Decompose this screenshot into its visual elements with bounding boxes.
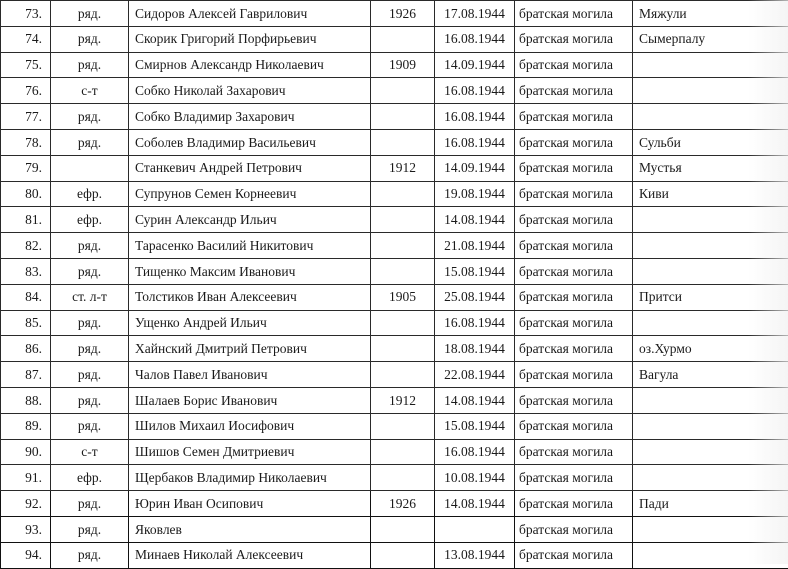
burial-type-cell: братская могила (515, 104, 633, 130)
record-number-cell: 80. (1, 181, 51, 207)
military-rank-cell: ряд. (51, 104, 129, 130)
military-rank-cell: ряд. (51, 413, 129, 439)
birth-year-cell (371, 181, 435, 207)
table-row (1, 516, 788, 542)
birth-year-cell (371, 542, 435, 568)
death-date-cell: 16.08.1944 (435, 310, 515, 336)
birth-year-cell (371, 258, 435, 284)
soldier-name-cell: Супрунов Семен Корнеевич (129, 181, 371, 207)
death-date-cell: 25.08.1944 (435, 284, 515, 310)
death-date-cell: 14.09.1944 (435, 52, 515, 78)
death-date-cell: 16.08.1944 (435, 104, 515, 130)
death-date-cell: 16.08.1944 (435, 439, 515, 465)
burial-place-cell (633, 52, 788, 78)
burial-type-cell: братская могила (515, 465, 633, 491)
burial-place-cell (633, 413, 788, 439)
soldier-name-cell: Собко Николай Захарович (129, 78, 371, 104)
death-date-cell: 22.08.1944 (435, 362, 515, 388)
birth-year-cell (371, 439, 435, 465)
soldier-name-cell: Смирнов Александр Николаевич (129, 52, 371, 78)
soldier-name-cell: Ущенко Андрей Ильич (129, 310, 371, 336)
record-number-cell: 81. (1, 207, 51, 233)
burial-type-cell: братская могила (515, 336, 633, 362)
death-date-cell: 15.08.1944 (435, 413, 515, 439)
record-number-cell: 91. (1, 465, 51, 491)
burial-place-cell (633, 516, 788, 542)
burial-type-cell: братская могила (515, 362, 633, 388)
soldier-name-cell: Тарасенко Василий Никитович (129, 233, 371, 259)
soldier-name-cell: Скорик Григорий Порфирьевич (129, 26, 371, 52)
table-row (1, 233, 788, 259)
table-row (1, 52, 788, 78)
burial-type-cell: братская могила (515, 129, 633, 155)
table-row (1, 465, 788, 491)
burial-type-cell: братская могила (515, 542, 633, 568)
military-rank-cell: ряд. (51, 387, 129, 413)
record-number-cell: 83. (1, 258, 51, 284)
burial-place-cell: оз.Хурмо (633, 336, 788, 362)
burial-type-cell: братская могила (515, 387, 633, 413)
soldier-name-cell: Шилов Михаил Иосифович (129, 413, 371, 439)
death-date-cell: 16.08.1944 (435, 26, 515, 52)
soldier-name-cell: Толстиков Иван Алексеевич (129, 284, 371, 310)
soldier-name-cell: Юрин Иван Осипович (129, 491, 371, 517)
record-number-cell: 77. (1, 104, 51, 130)
soldier-name-cell: Сидоров Алексей Гаврилович (129, 1, 371, 27)
death-date-cell: 13.08.1944 (435, 542, 515, 568)
record-number-cell: 84. (1, 284, 51, 310)
table-row (1, 129, 788, 155)
birth-year-cell (371, 207, 435, 233)
death-date-cell: 18.08.1944 (435, 336, 515, 362)
military-rank-cell: ряд. (51, 491, 129, 517)
military-rank-cell: ряд. (51, 1, 129, 27)
burial-type-cell: братская могила (515, 233, 633, 259)
record-number-cell: 93. (1, 516, 51, 542)
birth-year-cell: 1909 (371, 52, 435, 78)
birth-year-cell: 1905 (371, 284, 435, 310)
soldier-name-cell: Шишов Семен Дмитриевич (129, 439, 371, 465)
death-date-cell: 14.08.1944 (435, 207, 515, 233)
record-number-cell: 82. (1, 233, 51, 259)
table-row (1, 104, 788, 130)
soldier-name-cell: Щербаков Владимир Николаевич (129, 465, 371, 491)
military-rank-cell: ряд. (51, 362, 129, 388)
table-row (1, 542, 788, 568)
birth-year-cell (371, 78, 435, 104)
soldier-name-cell: Хайнский Дмитрий Петрович (129, 336, 371, 362)
birth-year-cell (371, 233, 435, 259)
military-rank-cell: ряд. (51, 26, 129, 52)
record-number-cell: 86. (1, 336, 51, 362)
burial-type-cell: братская могила (515, 258, 633, 284)
burial-place-cell: Пади (633, 491, 788, 517)
death-date-cell: 15.08.1944 (435, 258, 515, 284)
birth-year-cell (371, 413, 435, 439)
soldier-name-cell: Шалаев Борис Иванович (129, 387, 371, 413)
table-row (1, 387, 788, 413)
birth-year-cell: 1926 (371, 491, 435, 517)
table-row (1, 336, 788, 362)
soldier-name-cell: Станкевич Андрей Петрович (129, 155, 371, 181)
burial-place-cell (633, 78, 788, 104)
burial-place-cell: Мяжули (633, 1, 788, 27)
burial-type-cell: братская могила (515, 52, 633, 78)
table-row (1, 207, 788, 233)
soldier-name-cell: Минаев Николай Алексеевич (129, 542, 371, 568)
table-row (1, 26, 788, 52)
birth-year-cell (371, 465, 435, 491)
military-rank-cell: ряд. (51, 258, 129, 284)
burial-type-cell: братская могила (515, 310, 633, 336)
burial-type-cell: братская могила (515, 413, 633, 439)
table-row (1, 181, 788, 207)
burial-place-cell (633, 104, 788, 130)
burial-place-cell: Сымерпалу (633, 26, 788, 52)
burial-type-cell: братская могила (515, 26, 633, 52)
table-row (1, 155, 788, 181)
death-date-cell: 14.08.1944 (435, 387, 515, 413)
record-number-cell: 89. (1, 413, 51, 439)
birth-year-cell (371, 336, 435, 362)
military-rank-cell: ряд. (51, 310, 129, 336)
military-rank-cell: ефр. (51, 181, 129, 207)
birth-year-cell (371, 310, 435, 336)
military-rank-cell: ряд. (51, 52, 129, 78)
table-row (1, 491, 788, 517)
soldier-name-cell: Собко Владимир Захарович (129, 104, 371, 130)
burial-place-cell: Притси (633, 284, 788, 310)
burial-place-cell: Вагула (633, 362, 788, 388)
record-number-cell: 79. (1, 155, 51, 181)
military-rank-cell: ряд. (51, 233, 129, 259)
burial-place-cell (633, 233, 788, 259)
death-date-cell: 17.08.1944 (435, 1, 515, 27)
table-row (1, 362, 788, 388)
birth-year-cell (371, 26, 435, 52)
death-date-cell: 14.08.1944 (435, 491, 515, 517)
table-row (1, 413, 788, 439)
burial-type-cell: братская могила (515, 155, 633, 181)
burial-place-cell: Мустья (633, 155, 788, 181)
burial-place-cell (633, 465, 788, 491)
burial-place-cell (633, 310, 788, 336)
soldier-name-cell: Чалов Павел Иванович (129, 362, 371, 388)
table-row (1, 439, 788, 465)
birth-year-cell: 1912 (371, 387, 435, 413)
death-date-cell: 16.08.1944 (435, 129, 515, 155)
table-row (1, 258, 788, 284)
military-rank-cell: ряд. (51, 129, 129, 155)
burial-type-cell: братская могила (515, 1, 633, 27)
record-number-cell: 73. (1, 1, 51, 27)
burial-place-cell (633, 387, 788, 413)
table-row (1, 78, 788, 104)
death-date-cell: 10.08.1944 (435, 465, 515, 491)
soldier-name-cell: Яковлев (129, 516, 371, 542)
military-rank-cell: ефр. (51, 207, 129, 233)
table-row (1, 1, 788, 27)
death-date-cell (435, 516, 515, 542)
military-rank-cell: с-т (51, 439, 129, 465)
burial-place-cell: Киви (633, 181, 788, 207)
burial-type-cell: братская могила (515, 181, 633, 207)
birth-year-cell: 1926 (371, 1, 435, 27)
record-number-cell: 92. (1, 491, 51, 517)
death-date-cell: 19.08.1944 (435, 181, 515, 207)
burial-place-cell (633, 207, 788, 233)
burial-place-cell (633, 542, 788, 568)
birth-year-cell (371, 516, 435, 542)
record-number-cell: 85. (1, 310, 51, 336)
birth-year-cell (371, 129, 435, 155)
military-rank-cell (51, 155, 129, 181)
record-number-cell: 88. (1, 387, 51, 413)
burial-place-cell (633, 439, 788, 465)
military-rank-cell: ряд. (51, 542, 129, 568)
burial-type-cell: братская могила (515, 78, 633, 104)
burial-type-cell: братская могила (515, 284, 633, 310)
soldier-name-cell: Сурин Александр Ильич (129, 207, 371, 233)
death-date-cell: 16.08.1944 (435, 78, 515, 104)
soldier-name-cell: Тищенко Максим Иванович (129, 258, 371, 284)
military-rank-cell: ряд. (51, 336, 129, 362)
military-rank-cell: ст. л-т (51, 284, 129, 310)
burial-type-cell: братская могила (515, 439, 633, 465)
birth-year-cell (371, 104, 435, 130)
record-number-cell: 94. (1, 542, 51, 568)
military-rank-cell: ефр. (51, 465, 129, 491)
death-date-cell: 21.08.1944 (435, 233, 515, 259)
record-number-cell: 76. (1, 78, 51, 104)
record-number-cell: 74. (1, 26, 51, 52)
table-row (1, 310, 788, 336)
burial-type-cell: братская могила (515, 207, 633, 233)
birth-year-cell: 1912 (371, 155, 435, 181)
record-number-cell: 75. (1, 52, 51, 78)
table-row (1, 284, 788, 310)
military-rank-cell: ряд. (51, 516, 129, 542)
record-number-cell: 90. (1, 439, 51, 465)
burial-place-cell (633, 258, 788, 284)
burial-place-cell: Сульби (633, 129, 788, 155)
burial-type-cell: братская могила (515, 491, 633, 517)
record-number-cell: 78. (1, 129, 51, 155)
soldier-name-cell: Соболев Владимир Васильевич (129, 129, 371, 155)
record-number-cell: 87. (1, 362, 51, 388)
birth-year-cell (371, 362, 435, 388)
death-date-cell: 14.09.1944 (435, 155, 515, 181)
military-rank-cell: с-т (51, 78, 129, 104)
burial-type-cell: братская могила (515, 516, 633, 542)
